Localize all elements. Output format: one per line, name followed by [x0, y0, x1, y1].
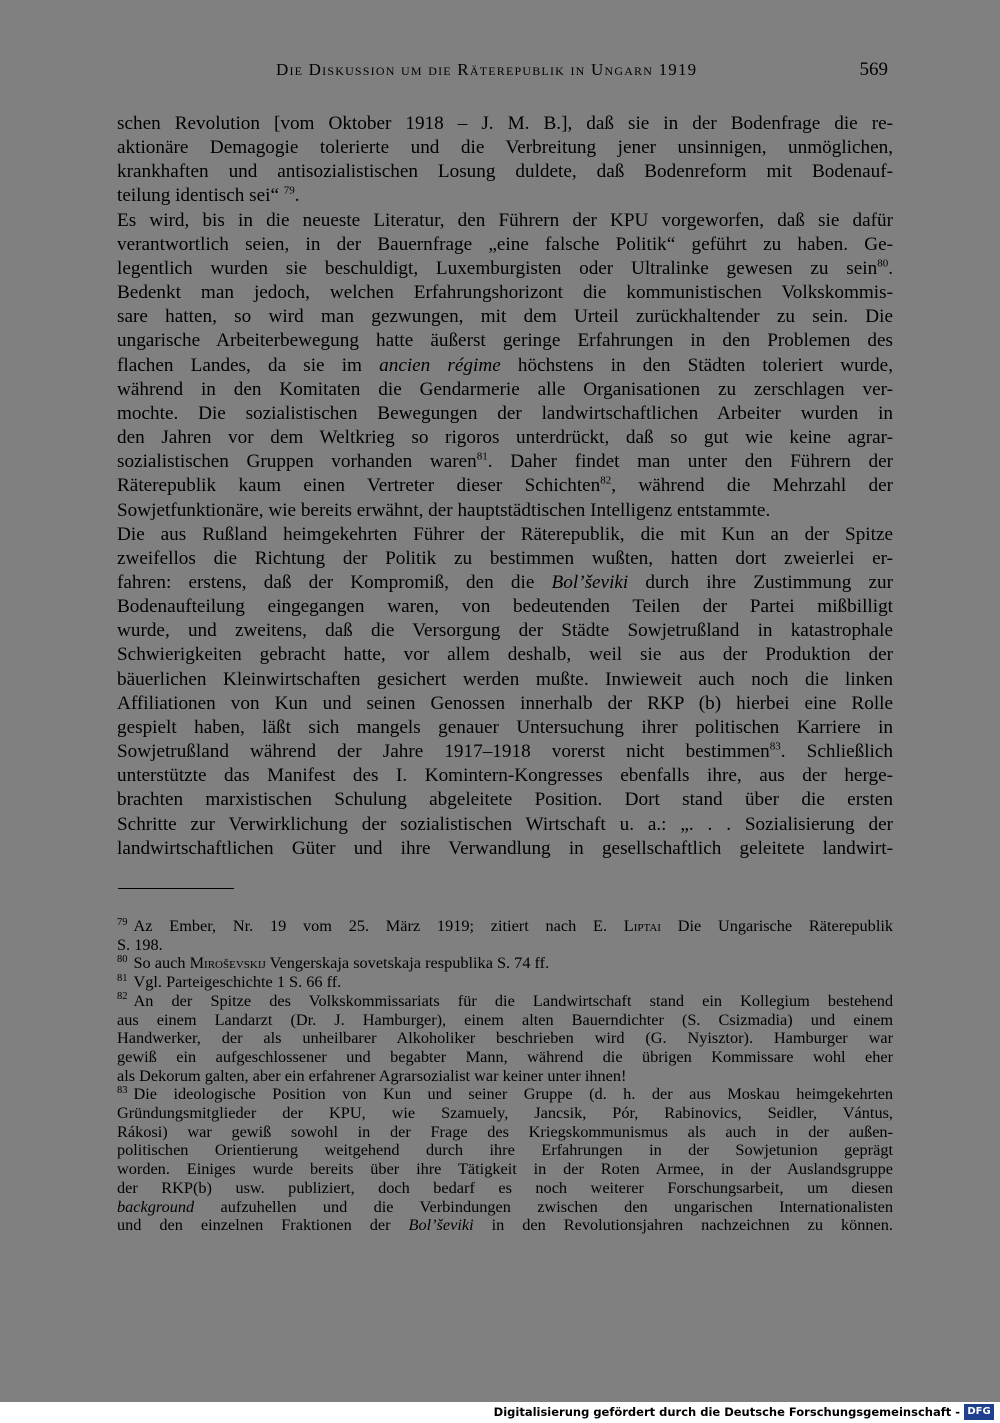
text-line: aktionäre Demagogie tolerierte und die Verbreitung jener unsinnigen, unmöglichen,: [117, 137, 893, 159]
footnote-ref: 80: [877, 257, 889, 270]
text-line: Bodenaufteilung eingegangen waren, von bedeutenden Teilen der Partei mißbilligt: [117, 596, 893, 618]
text-line: sare hatten, so wird man gezwungen, mit dem Urteil zurückhaltender zu sein. Die: [117, 306, 893, 328]
footnotes: [117, 917, 893, 1235]
footnote-ref: 83: [769, 740, 781, 753]
text-line: landwirtschaftlichen Güter und ihre Verwandlung in gesellschaftlich geleitete landwirt-: [117, 837, 893, 859]
text-line: Räterepublik kaum einen Vertreter dieser Schichten$^{82}$, während die Mehrzahl der: [117, 474, 893, 497]
footnote-83-cont: worden. Einiges wurde bereits über ihre Tätigkeit in der Roten Armee, in der Auslandsgruppe: [117, 1159, 893, 1179]
page-number: 569: [859, 59, 888, 80]
footnote-83: $^{83}$ Die ideologische Position von Kun und seiner Gruppe (d. h. der aus Moskau heimgekehrten: [117, 1084, 893, 1104]
text-line: krankhaften und antisozialistischen Losung duldete, daß Bodenreform mit Bodenauf-: [117, 161, 893, 183]
footnote-81: $^{81}$ Vgl. Parteigeschichte 1 S. 66 ff.: [117, 972, 342, 992]
text-line: Die aus Rußland heimgekehrten Führer der Räterepublik, die mit Kun an der Spitze: [117, 523, 893, 545]
text-line: teilung identisch sei“ $^{79}$.: [117, 185, 300, 207]
text-line: den Jahren vor dem Weltkrieg so rigoros unterdrückt, daß so gut wie keine agrar-: [117, 427, 893, 449]
text-line: flachen Landes, da sie im ancien régime höchstens in den Städten toleriert wurde,: [117, 354, 893, 376]
footnote-82-cont: aus einem Landarzt (Dr. J. Hamburger), einem alten Bauerndichter (S. Csizmadia) und einem: [117, 1009, 893, 1029]
footnote-82: $^{82}$ An der Spitze des Volkskommissariats für die Landwirtschaft stand ein Kollegium bestehend: [117, 990, 893, 1010]
text-line: Schwierigkeiten gebracht hatte, vor allem deshalb, weil sie aus der Produktion der: [117, 644, 893, 666]
text-line: Bedenkt man jedoch, welchen Erfahrungshorizont die kommunistischen Volkskommis-: [117, 282, 893, 304]
footnote-83-cont: politischen Orientierung weitgehend durch ihre Erfahrungen in der Sowjetunion geprägt: [117, 1140, 893, 1160]
footnote-80: $^{80}$ So auch Miroševskij Vengerskaja sovetskaja respublika S. 74 ff.: [117, 953, 550, 973]
text-line: fahren: erstens, daß der Kompromiß, den die Bol’ševiki durch ihre Zustimmung zur: [117, 571, 894, 593]
text-line: Sowjetrußland während der Jahre 1917–1918 vorerst nicht bestimmen$^{83}$. Schließlich: [117, 740, 893, 763]
footnote-83-cont: Gründungsmitglieder der KPU, wie Szamuely, Jancsik, Pór, Rabinovics, Seidler, Vántus,: [117, 1103, 893, 1123]
footnote-79-cont: S. 198.: [117, 934, 163, 954]
running-title: Die Diskussion um die Räterepublik in Ungarn 1919: [276, 60, 698, 79]
text-line: verantwortlich seien, in der Bauernfrage „eine falsche Politik“ geführt zu haben. Ge-: [117, 233, 893, 255]
footnote-82-cont: gewiß ein aufgeschlossener und begabter Mann, während die übrigen Kommissare wohl eher: [117, 1046, 893, 1066]
text-line: gespielt haben, läßt sich mangels genauer Untersuchung ihrer politischen Karriere in: [117, 716, 893, 738]
text-line: brachten marxistischen Schulung abgeleitete Position. Dort stand über die ersten: [117, 789, 893, 811]
text-line: unterstützte das Manifest des I. Komintern-Kongresses ebenfalls ihre, aus der herge-: [117, 765, 893, 787]
footnote-83-cont: der RKP(b) usw. publiziert, doch bedarf es noch weiterer Forschungsarbeit, um diesen: [117, 1177, 893, 1197]
main-text: [117, 112, 893, 861]
footnote-ref: 81: [476, 450, 488, 463]
text-line: Schritte zur Verwirklichung der sozialistischen Wirtschaft u. a.: „. . . Sozialisierung der: [117, 813, 893, 835]
footnote-82-cont: Handwerker, der als unheilbarer Alkoholiker beschrieben wird (G. Nyisztor). Hamburger war: [117, 1028, 893, 1048]
text-line: sozialistischen Gruppen vorhanden waren$^{81}$. Daher findet man unter den Führern der: [117, 450, 893, 473]
digitization-footer: [0, 1402, 1000, 1423]
text-line: wurde, und zweitens, daß die Versorgung der Städte Sowjetrußland in katastrophale: [117, 620, 893, 642]
footnote-83-cont: und den einzelnen Fraktionen der Bol’ševiki in den Revolutionsjahren nachzeichnen zu können.: [117, 1215, 893, 1235]
text-line: Es wird, bis in die neueste Literatur, den Führern der KPU vorgeworfen, daß sie dafür: [117, 209, 893, 231]
text-line: legentlich wurden sie beschuldigt, Luxemburgisten oder Ultralinke gewesen zu sein$^{80}$.: [117, 257, 893, 279]
footnote-79: $^{79}$ Az Ember, Nr. 19 vom 25. März 1919; zitiert nach E. Liptai Die Ungarische Räterepublik: [117, 916, 894, 935]
text-line: Sowjetfunktionäre, wie bereits erwähnt, der hauptstädtischen Intelligenz entstammte.: [117, 499, 771, 521]
text-line: ungarische Arbeiterbewegung hatte äußerst geringe Erfahrungen in den Problemen des: [117, 330, 893, 352]
footnote-83-cont: Rákosi) war gewiß sowohl in der Frage des Kriegskommunismus als auch in der außen-: [117, 1121, 893, 1141]
text-line: mochte. Die sozialistischen Bewegungen der landwirtschaftlichen Arbeiter wurden in: [117, 402, 893, 424]
dfg-logo: DFG: [964, 1404, 994, 1420]
footnote-83-cont: background aufzuhellen und die Verbindungen zwischen den ungarischen Internationalisten: [117, 1196, 893, 1216]
running-header: [118, 60, 890, 86]
funding-notice: Digitalisierung gefördert durch die Deutsche Forschungsgemeinschaft -: [493, 1405, 960, 1419]
text-line: schen Revolution [vom Oktober 1918 – J. M. B.], daß sie in der Bodenfrage die re-: [117, 113, 893, 134]
text-line: zweifellos die Richtung der Politik zu bestimmen wußten, hatten dort zweierlei er-: [117, 547, 893, 569]
footnote-separator: [118, 888, 234, 889]
text-line: während in den Komitaten die Gendarmerie alle Organisationen zu zerschlagen ver-: [117, 378, 893, 400]
text-line: Affiliationen von Kun und seinen Genossen innerhalb der RKP (b) hierbei eine Rolle: [117, 692, 893, 714]
footnote-82-cont: als Dekorum galten, aber ein erfahrener Agrarsozialist war keiner unter ihnen!: [117, 1065, 627, 1085]
footnote-ref: 79: [283, 185, 295, 198]
text-line: bäuerlichen Kleinwirtschaften gesichert werden mußte. Inwieweit auch noch die linken: [117, 668, 893, 690]
footnote-ref: 82: [600, 474, 612, 487]
